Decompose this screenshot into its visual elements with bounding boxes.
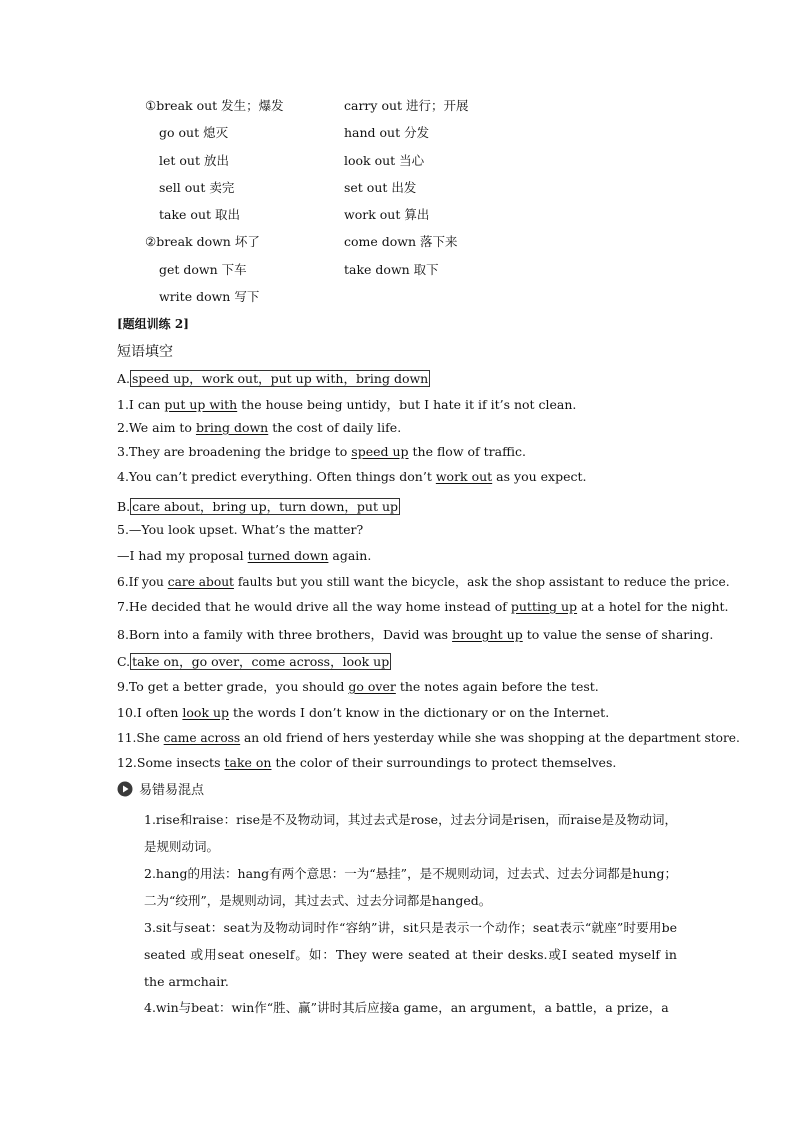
item-text: 5.—You look upset. What’s the matter? xyxy=(117,522,364,537)
note-paragraph xyxy=(117,860,677,914)
exercise-item xyxy=(117,677,599,695)
item-text: the notes again before the test. xyxy=(395,679,599,694)
confusion-header xyxy=(117,779,204,798)
phrase-row xyxy=(0,123,794,143)
item-text: —I had my proposal xyxy=(117,548,248,563)
exercise-item xyxy=(117,731,740,745)
phrase-right: look out 当心 xyxy=(344,153,425,168)
phrase-row xyxy=(0,232,794,252)
exercise-item xyxy=(117,755,616,770)
item-text: to value the sense of sharing. xyxy=(522,627,714,642)
item-text: an old friend of hers yesterday while she was shopping at the department store. xyxy=(240,731,740,745)
answer: take on xyxy=(224,755,272,770)
paragraph-text: 4.win与beat：win作“胜、赢”讲时其后应接a game，an argument，a battle，a prize，a xyxy=(144,1000,669,1015)
phrase-right: hand out 分发 xyxy=(344,125,430,140)
paragraph-text: 3.sit与seat：seat为及物动词时作“容纳”讲，sit只是表示一个动作；seat表示“就座”时要用be seated 或用seat oneself。如：They were seated at their desks.或I seated myself in the armchair. xyxy=(144,920,677,989)
exercise-item xyxy=(117,395,576,413)
item-text: at a hotel for the night. xyxy=(577,599,729,614)
exercise-item xyxy=(117,705,609,720)
item-text: 8.Born into a family with three brothers，David was xyxy=(117,627,453,642)
item-text: 4.You can’t predict everything. Often things don’t xyxy=(117,469,436,484)
item-text: 1.I can xyxy=(117,397,165,412)
item-text: the house being untidy，but I hate it if it’s not clean. xyxy=(237,397,577,412)
answer: go over xyxy=(348,679,396,694)
answer: bring down xyxy=(195,420,269,435)
answer: look up xyxy=(182,705,230,720)
answer: care about xyxy=(167,575,234,589)
answer: turned down xyxy=(247,548,329,563)
item-text: the words I don’t know in the dictionary or on the Internet. xyxy=(229,705,610,720)
group-a-line xyxy=(117,369,430,387)
item-text: the flow of traffic. xyxy=(408,444,526,459)
phrase-right: carry out 进行；开展 xyxy=(344,98,469,113)
item-text: again. xyxy=(328,548,372,563)
phrase-left: let out 放出 xyxy=(159,153,229,168)
exercise-item xyxy=(117,599,729,614)
item-text: 12.Some insects xyxy=(117,755,225,770)
section-subtitle: 短语填空 xyxy=(117,344,173,360)
item-text: 10.I often xyxy=(117,705,183,720)
answer: came across xyxy=(163,731,241,745)
exercise-item xyxy=(117,522,363,537)
item-text: 3.They are broadening the bridge to xyxy=(117,444,352,459)
phrase-right: set out 出发 xyxy=(344,180,417,195)
phrase-right: work out 算出 xyxy=(344,207,430,222)
note-paragraph xyxy=(117,806,677,860)
note-paragraph xyxy=(117,914,677,995)
answer: work out xyxy=(435,469,493,484)
word-bank-box: care about，bring up，turn down，put up xyxy=(132,499,399,514)
phrase-left: get down 下车 xyxy=(159,262,247,277)
phrase-left: sell out 卖完 xyxy=(159,180,235,195)
item-text: the cost of daily life. xyxy=(268,420,402,435)
item-text: the color of their surroundings to protect themselves. xyxy=(271,755,617,770)
item-text: 9.To get a better grade，you should xyxy=(117,679,349,694)
exercise-item xyxy=(117,548,371,563)
exercise-item xyxy=(117,444,526,459)
phrase-row xyxy=(0,287,794,307)
group-label: A. xyxy=(117,371,131,386)
confusion-title: 易错易混点 xyxy=(139,783,205,798)
phrase-left: write down 写下 xyxy=(159,289,260,304)
exercise-item xyxy=(117,469,586,484)
group-b-line xyxy=(117,497,400,515)
play-icon xyxy=(117,781,133,797)
phrase-right: take down 取下 xyxy=(344,262,439,277)
phrase-row xyxy=(0,205,794,225)
answer: putting up xyxy=(510,599,578,614)
phrase-left: take out 取出 xyxy=(159,207,240,222)
exercise-item xyxy=(117,573,730,590)
paragraph-text: 2.hang的用法：hang有两个意思：一为“悬挂”，是不规则动词，过去式、过去分词都是hung；二为“绞刑”，是规则动词，其过去式、过去分词都是hanged。 xyxy=(144,866,677,908)
phrase-row xyxy=(0,178,794,198)
phrase-left: ②break down 坏了 xyxy=(145,234,260,249)
answer: speed up xyxy=(351,444,409,459)
phrase-row xyxy=(0,96,794,116)
group-label: C. xyxy=(117,654,131,669)
exercise-item xyxy=(117,420,401,435)
item-text: 11.She xyxy=(117,731,164,745)
phrase-left: go out 熄灭 xyxy=(159,125,229,140)
paragraph-text: 1.rise和raise：rise是不及物动词，其过去式是rose，过去分词是risen，而raise是及物动词，是规则动词。 xyxy=(144,812,677,854)
note-paragraph xyxy=(117,994,677,1021)
phrase-row xyxy=(0,260,794,280)
answer: put up with xyxy=(164,397,238,412)
phrase-right: come down 落下来 xyxy=(344,234,458,249)
item-text: 6.If you xyxy=(117,575,168,589)
section-title: [题组训练 2] xyxy=(117,317,189,331)
answer: brought up xyxy=(452,627,523,642)
phrase-left: ①break out 发生；爆发 xyxy=(145,98,284,113)
item-text: faults but you still want the bicycle，ask the shop assistant to reduce the price. xyxy=(233,575,730,589)
exercise-item xyxy=(117,625,713,643)
word-bank-box: take on，go over，come across，look up xyxy=(132,654,390,669)
item-text: as you expect. xyxy=(492,469,587,484)
word-bank-box: speed up，work out，put up with，bring down xyxy=(132,371,429,386)
phrase-row xyxy=(0,151,794,171)
item-text: 2.We aim to xyxy=(117,420,196,435)
item-text: 7.He decided that he would drive all the way home instead of xyxy=(117,599,511,614)
group-c-line xyxy=(117,652,391,670)
group-label: B. xyxy=(117,499,131,514)
